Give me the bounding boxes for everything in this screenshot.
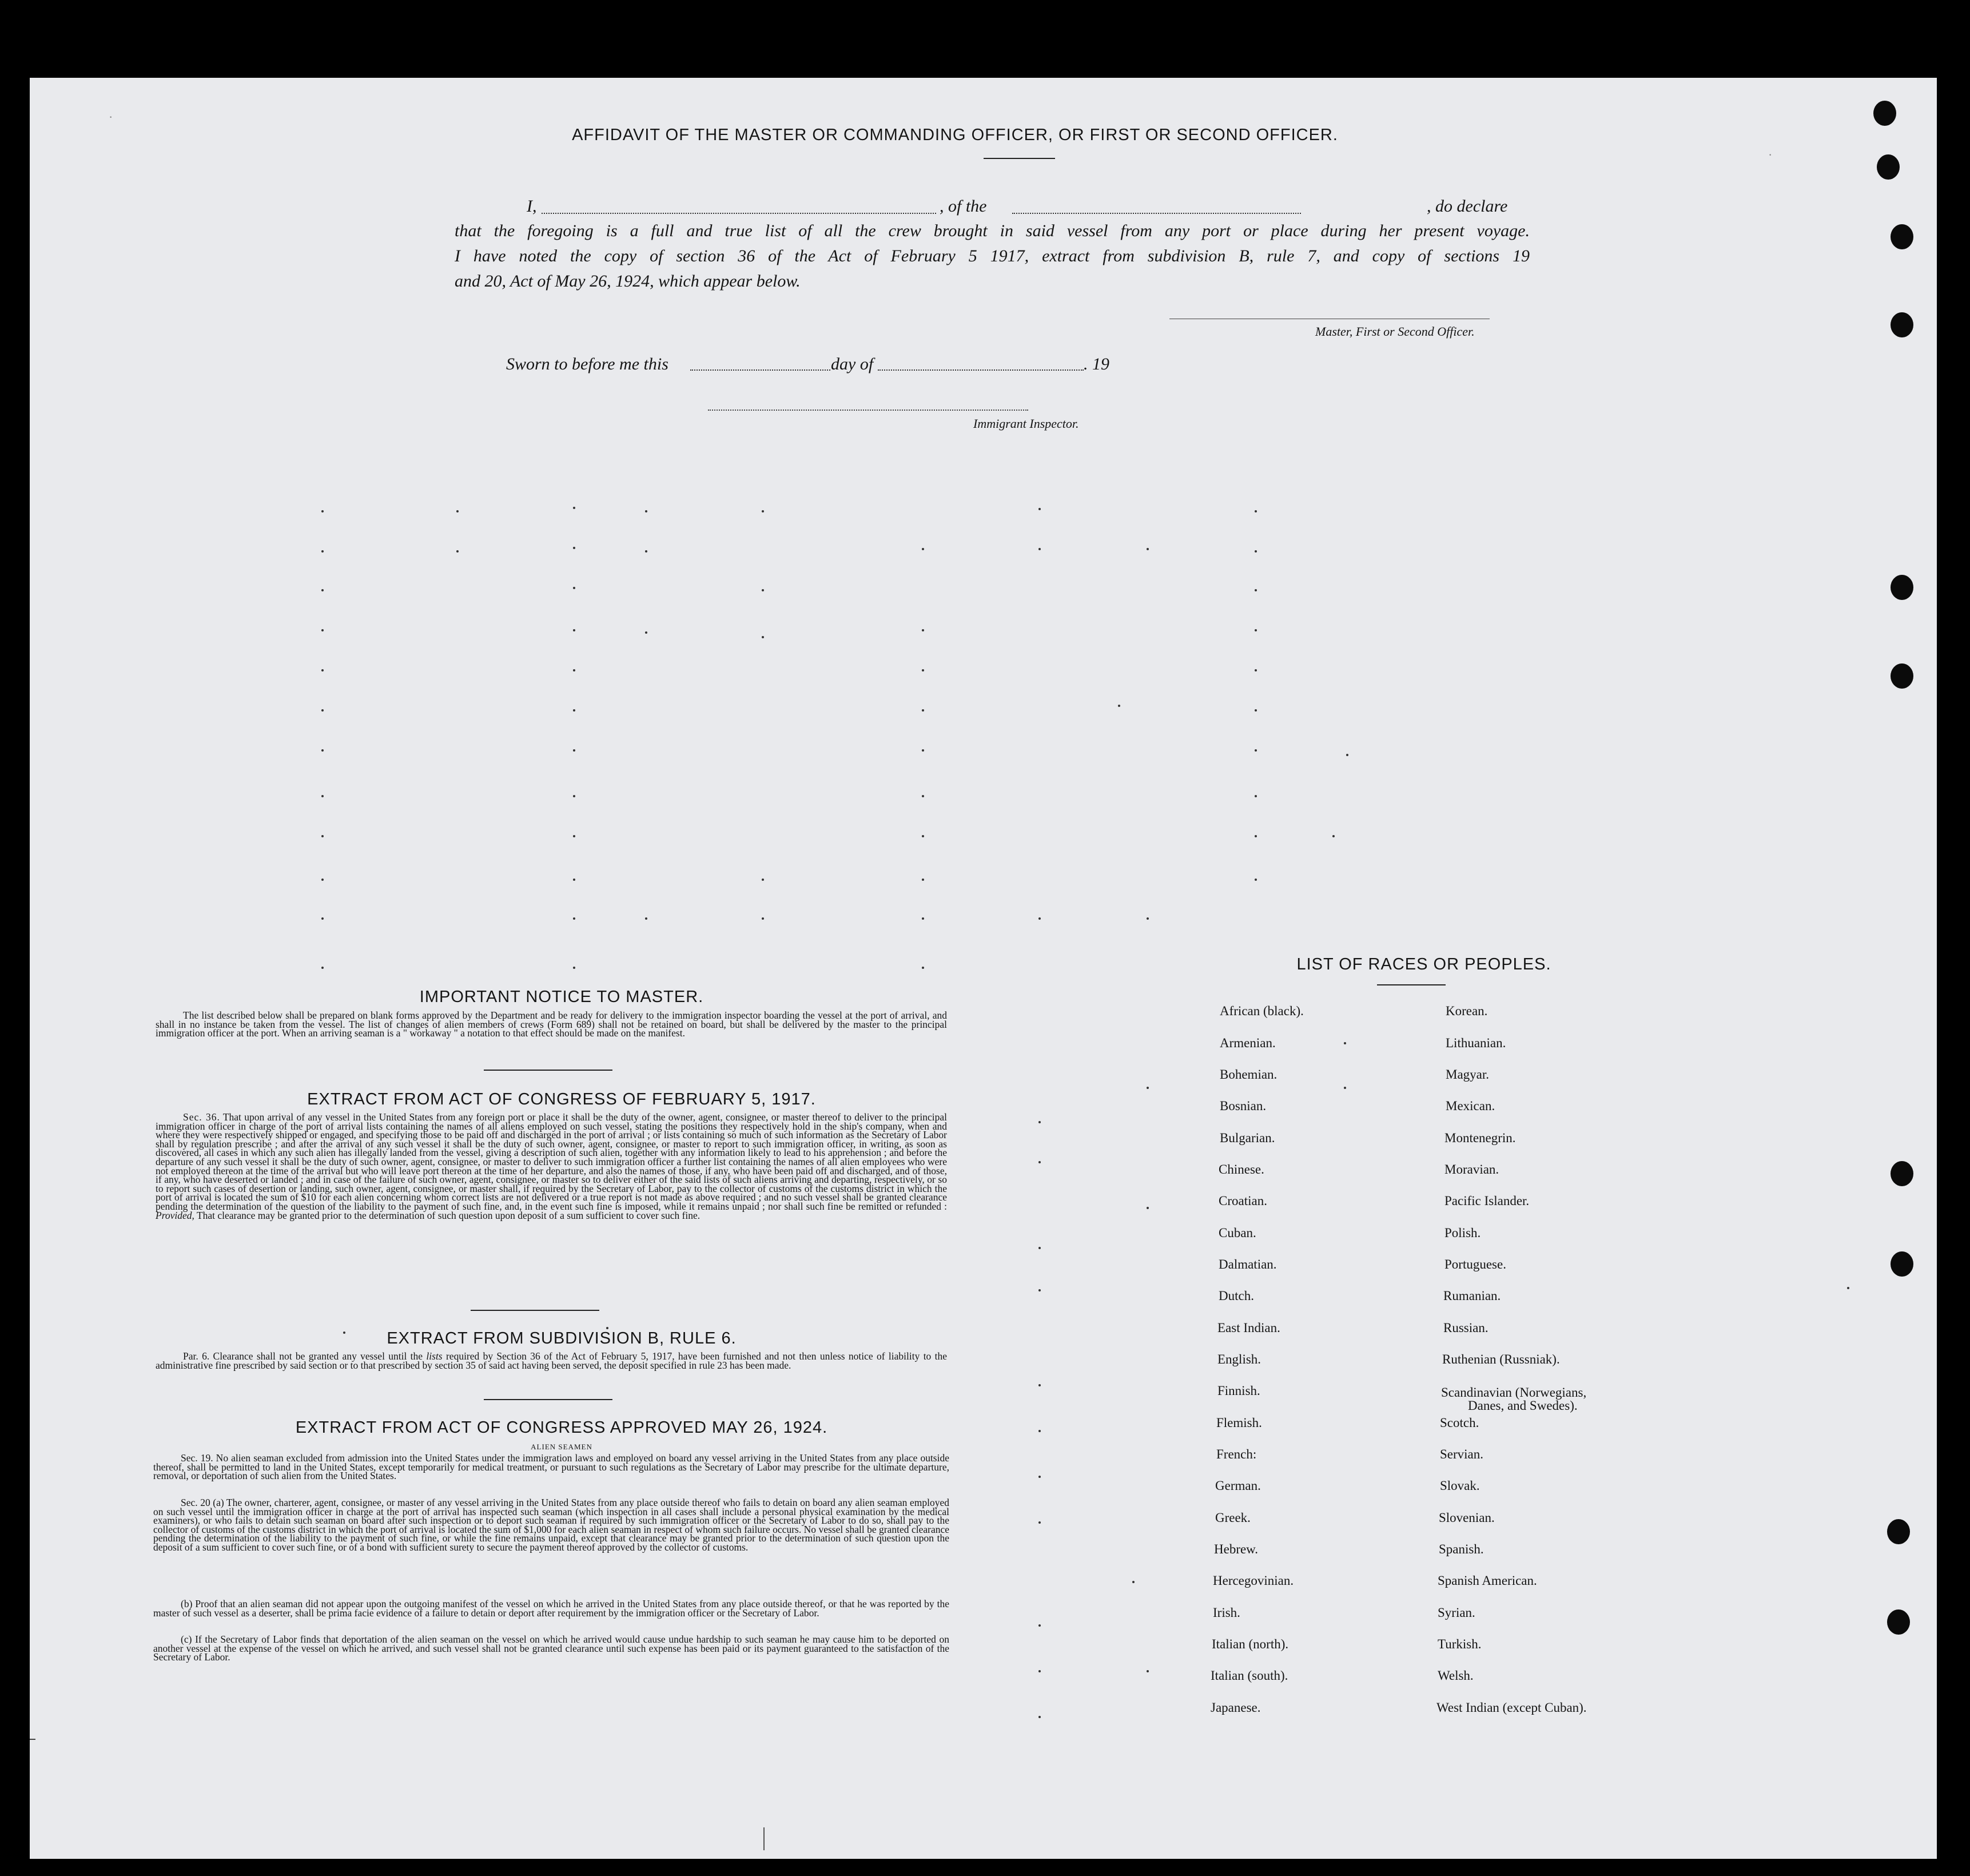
title-underline (984, 158, 1055, 159)
par-6-text-b: required by Section 36 of the Act of February 5, 1917, have been furnished and not then unless notice of liability to the administrative fine prescribed by said section or to that prescribed by section 35 of said act having been served, the deposit specified in rule 23 has been made. (156, 1350, 948, 1371)
race-item: Bohemian. (1220, 1067, 1277, 1082)
binder-hole-2 (1877, 154, 1900, 180)
sec-20a-text: Sec. 20 (a) The owner, charterer, agent, consignee, or master of any vessel arriving in the United States from any place outside thereof who fails to detain on board any alien seaman employed on such vessel until the immigration officer in charge at the port of arrival has inspected such seaman (which inspection in all cases shall include a personal physical examination by the medical examiners), or who fails to detain such seaman on board after such inspection or to deport such seaman if required by such immigration officer or the Secretary of Labor to do so, shall pay to the collector of customs of the customs district in which the port of arrival is located the sum of $1,000 for each alien seaman in respect of whom such failure occurs. No vessel shall be granted clearance pending the determination of the liability to the payment of such fine, or while the fine remains unpaid, except that clearance may be granted prior to the determination of such question upon the deposit of a sum sufficient to cover such fine, or of a bond with sufficient surety to secure the payment thereof approved by the collector of customs. (153, 1497, 949, 1553)
binder-hole-7 (1891, 1161, 1913, 1186)
vessel-name-field[interactable] (1012, 213, 1301, 214)
race-item: Bosnian. (1220, 1099, 1267, 1113)
affidavit-line3: I have noted the copy of section 36 of the Act of February 5 1917, extract from subdivision B, rule 7, and copy of sections 19 (455, 247, 1530, 265)
race-item: Welsh. (1438, 1668, 1474, 1683)
year-label: . 19 (1084, 355, 1109, 373)
race-item: Armenian. (1220, 1036, 1276, 1050)
races-title: LIST OF RACES OR PEOPLES. (1296, 955, 1551, 973)
race-item: Servian. (1440, 1447, 1484, 1461)
subdivision-title: EXTRACT FROM SUBDIVISION B, RULE 6. (387, 1329, 737, 1348)
race-item: Greek. (1215, 1511, 1251, 1525)
race-item: Turkish. (1438, 1637, 1482, 1651)
binder-hole-3 (1891, 224, 1913, 249)
binder-hole-8 (1891, 1251, 1913, 1277)
bottom-fold-mark (763, 1827, 765, 1850)
race-item: Montenegrin. (1444, 1131, 1516, 1145)
race-item: Rumanian. (1443, 1289, 1501, 1303)
notice-divider (484, 1070, 612, 1071)
race-item: Dutch. (1219, 1289, 1254, 1303)
binder-hole-10 (1887, 1609, 1910, 1635)
race-item: Pacific Islander. (1444, 1194, 1530, 1208)
race-item: Scandinavian (Norwegians, (1441, 1385, 1587, 1400)
race-item: Scotch. (1440, 1416, 1479, 1430)
race-item: Hebrew. (1214, 1542, 1259, 1556)
sworn-label: Sworn to before me this (506, 355, 668, 373)
race-item: Russian. (1443, 1321, 1489, 1335)
day-of-label: day of (831, 355, 874, 373)
inspector-caption: Immigrant Inspector. (973, 416, 1079, 431)
binder-hole-5 (1891, 575, 1913, 600)
race-item: Moravian. (1444, 1162, 1499, 1177)
race-item: Italian (south). (1211, 1668, 1288, 1683)
extract-1917-divider (471, 1310, 599, 1311)
form-sheet (30, 78, 1937, 1859)
extract-1924-title: EXTRACT FROM ACT OF CONGRESS APPROVED MAY 26, 1924. (295, 1418, 828, 1437)
race-item: French: (1216, 1447, 1257, 1461)
sec-20c-text: (c) If the Secretary of Labor finds that deportation of the alien seaman on the vessel on which he arrived would cause undue hardship to such seaman he may cause him to be deported on another vessel at the expense of the vessel on which he arrived, and such vessel shall not be granted clearance until such expense has been paid or its payment guaranteed to the satisfaction of the Secretary of Labor. (153, 1633, 949, 1663)
inspector-signature-line[interactable] (708, 410, 1028, 411)
sec-36-text-end: That clearance may be granted prior to the determination of such question upon deposit of a sum sufficient to cover such fine. (196, 1209, 701, 1221)
race-item: Japanese. (1211, 1700, 1261, 1715)
race-item: Polish. (1444, 1226, 1481, 1240)
races-divider (1377, 984, 1446, 985)
left-edge-tick (30, 1739, 35, 1740)
race-item: Mexican. (1446, 1099, 1495, 1113)
extract-1917-text (156, 1113, 947, 1220)
race-item: Croatian. (1219, 1194, 1267, 1208)
subdivision-divider (484, 1399, 612, 1400)
race-item: Lithuanian. (1446, 1036, 1506, 1050)
declarant-label: I, (527, 197, 537, 216)
binder-hole-1 (1873, 101, 1896, 126)
race-item: Spanish. (1439, 1542, 1484, 1556)
scan-mark: · (109, 110, 113, 124)
race-item: Portuguese. (1444, 1257, 1506, 1271)
race-item: Slovak. (1440, 1478, 1480, 1493)
sworn-month-field[interactable] (878, 369, 1084, 371)
extract-1917-title: EXTRACT FROM ACT OF CONGRESS OF FEBRUARY 5, 1917. (307, 1090, 816, 1108)
sec-20b-text: (b) Proof that an alien seaman did not appear upon the outgoing manifest of the vessel on which he arrived in the United States from any place outside thereof, or that he was reported by the master of such vessel as a deserter, shall be prima facie evidence of a failure to detain or deport after requirement by the immigration officer or the Secretary of Labor. (153, 1598, 949, 1619)
affidavit-title: AFFIDAVIT OF THE MASTER OR COMMANDING OFFICER, OR FIRST OR SECOND OFFICER. (572, 126, 1338, 144)
race-item: Spanish American. (1438, 1573, 1537, 1588)
race-item: West Indian (except Cuban). (1436, 1700, 1587, 1715)
race-item: Slovenian. (1439, 1511, 1495, 1525)
provided-label: Provided, (156, 1209, 194, 1221)
par-6-text-a: Clearance shall not be granted any vessel until the (213, 1350, 423, 1362)
sworn-day-field[interactable] (690, 369, 830, 371)
lists-term: lists (426, 1350, 443, 1362)
par-6-label: Par. 6. (183, 1350, 210, 1362)
alien-seamen-subtitle: ALIEN SEAMEN (531, 1442, 592, 1451)
race-item: Chinese. (1219, 1162, 1264, 1177)
race-item: Magyar. (1446, 1067, 1490, 1082)
race-item: Flemish. (1216, 1416, 1262, 1430)
sec-36-label: Sec. 36. (183, 1111, 220, 1123)
race-item: Italian (north). (1212, 1637, 1289, 1651)
affidavit-line1 (455, 197, 1530, 220)
affidavit-line4: and 20, Act of May 26, 1924, which appear below. (455, 272, 801, 291)
binder-hole-4 (1891, 312, 1913, 337)
race-item: East Indian. (1217, 1321, 1280, 1335)
subdivision-text (156, 1352, 947, 1370)
race-item: Syrian. (1438, 1605, 1475, 1620)
race-item: Ruthenian (Russniak). (1442, 1352, 1560, 1366)
of-the-label: , of the (940, 197, 987, 216)
binder-hole-9 (1887, 1519, 1910, 1544)
declarant-name-field[interactable] (542, 213, 936, 214)
race-item-continuation: Danes, and Swedes). (1468, 1398, 1578, 1413)
race-item: Korean. (1446, 1004, 1488, 1018)
sec-19-text: Sec. 19. No alien seaman excluded from admission into the United States under the immigration laws and employed on board any vessel arriving in the United States from any place outside thereof, shall be permitted to land in the United States, except temporarily for medical treatment, or pursuant to such regulations as the Secretary of Labor may prescribe for the ultimate departure, removal, or deportation of such alien from the United States. (153, 1452, 949, 1482)
affidavit-line2: that the foregoing is a full and true list of all the crew brought in said vessel from any port or place during her present voyage. (455, 221, 1530, 240)
race-item: Irish. (1213, 1605, 1240, 1620)
notice-text: The list described below shall be prepared on blank forms approved by the Department and be ready for delivery to the immigration inspector boarding the vessel at the port of arrival, and shall in no instance be taken from the vessel. The list of changes of alien members of crews (Form 689) shall not be retained on board, but shall be delivered by the master to the principal immigration officer at the port. When an arriving seaman is a " workaway " a notation to that effect should be made on the manifest. (156, 1009, 947, 1039)
notice-title: IMPORTANT NOTICE TO MASTER. (419, 988, 704, 1006)
race-item: English. (1217, 1352, 1261, 1366)
race-item: Bulgarian. (1220, 1131, 1275, 1145)
race-item: Dalmatian. (1219, 1257, 1277, 1271)
race-item: African (black). (1220, 1004, 1304, 1018)
sworn-line (506, 355, 1135, 377)
sec-36-text: That upon arrival of any vessel in the United States from any foreign port or place it shall be the duty of the owner, agent, consignee, or master thereof to deliver to the principal immigration officer in charge of the port of arrival lists containing the names of all aliens employed on such vessel, stating the positions they respectively hold in the ship's company, when and where they were respectively shipped or engaged, and specifying those to be paid off and discharged in the port of arrival ; or lists containing so much of such information as the Secretary of Labor shall by regulation prescribe ; and after the arrival of any such vessel it shall be the duty of such owner, agent, consignee, or master to report to such immigration officer, in writing, as soon as discovered, all cases in which any such alien has illegally landed from the vessel, giving a description of such alien, together with any information likely to lead to his apprehension ; and before the departure of any such vessel it shall be the duty of such owner, agent, consignee, or master to deliver to such immigration officer a further list containing the names of all alien employees who were not employed thereon at the time of the arrival but who will leave port thereon at the time of her departure, and also the names of those, if any, who have been paid off and discharged, and of those, if any, who have deserted or landed ; and in case of the failure of such owner, agent, consignee, or master so to deliver either of the said lists of such aliens arriving and departing, respectively, or so to report such cases of desertion or landing, such owner, agent, consignee, or master shall, if required by the Secretary of Labor, pay to the collector of customs of the customs district in which the port of arrival is located the sum of $10 for each alien concerning whom correct lists are not delivered or a true report is not made as above required ; and no such vessel shall be granted clearance pending the determination of the question of the liability to the payment of such fine, and, in the event such fine is imposed, while it remains unpaid ; nor shall such fine be remitted or refunded : (156, 1111, 947, 1212)
race-item: German. (1215, 1478, 1261, 1493)
declare-label: , do declare (1427, 197, 1508, 216)
scan-mark: · (1768, 148, 1773, 162)
race-item: Hercegovinian. (1213, 1573, 1294, 1588)
master-caption: Master, First or Second Officer. (1315, 324, 1475, 339)
binder-hole-6 (1891, 663, 1913, 689)
race-item: Finnish. (1217, 1384, 1260, 1398)
race-item: Cuban. (1219, 1226, 1256, 1240)
